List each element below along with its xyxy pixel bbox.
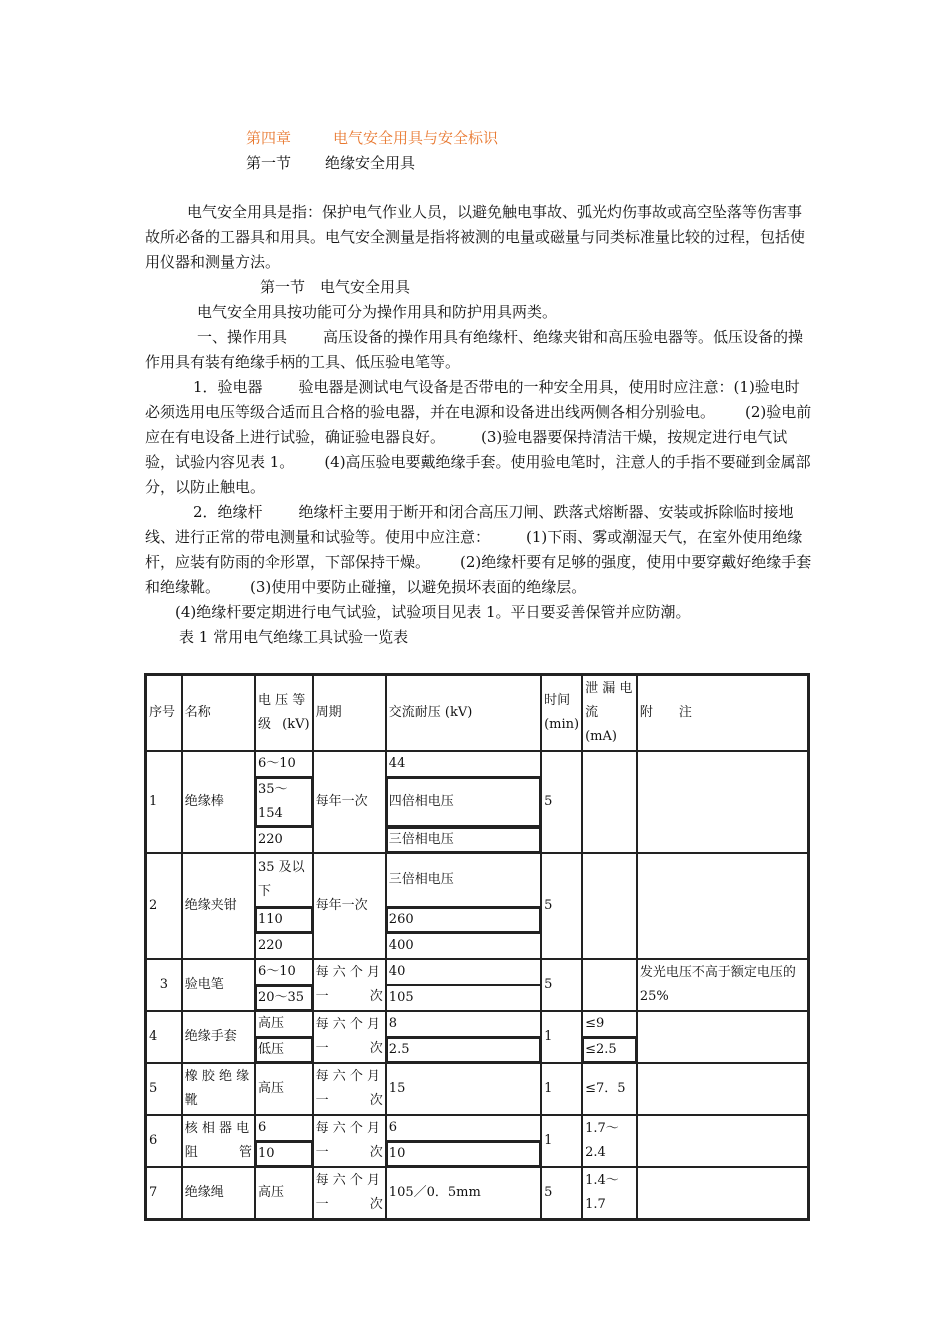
electroscope-c: (3)验电器要保持清洁干燥，按规定进行电气试验，试验内容见表 1。 <box>145 428 788 471</box>
cell-voltage: 高压 <box>255 1063 313 1115</box>
rod-b: (1)下雨、雾或潮湿天气，在室外使用绝缘杆，应装有防雨的伞形罩，下部保持干燥。 <box>145 528 803 571</box>
paragraph-insulating-rod <box>145 500 813 600</box>
cell-leakage <box>582 959 637 1011</box>
table-row <box>146 1011 808 1037</box>
header-ac-withstand: 交流耐压 (kV) <box>386 675 541 751</box>
op-tools-head: 一、操作用具 <box>197 328 288 346</box>
rod-a: 绝缘杆主要用于断开和闭合高压刀闸、跌落式熔断器、安装或拆除临时接地线、进行正常的带电测量和试验等。使用中应注意： <box>145 503 794 546</box>
cell-time: 1 <box>541 1115 582 1167</box>
cell-leakage: ≤2.5 <box>582 1037 637 1063</box>
table-row <box>146 1063 808 1115</box>
cell-voltage: 35 及以下 <box>255 853 313 907</box>
cell-ac: 105 <box>386 985 541 1011</box>
cell-name: 绝缘夹钳 <box>182 853 255 959</box>
table-row <box>146 853 808 907</box>
cell-leakage: 1.7～2.4 <box>582 1115 637 1167</box>
cell-name: 绝缘手套 <box>182 1011 255 1063</box>
cell-remark <box>637 1011 808 1063</box>
cell-ac: 15 <box>386 1063 541 1115</box>
cell-remark <box>637 1115 808 1167</box>
cell-voltage: 高压 <box>255 1011 313 1037</box>
electroscope-head: 1．验电器 <box>193 378 263 396</box>
cell-ac: 40 <box>386 959 541 985</box>
cell-ac: 6 <box>386 1115 541 1141</box>
cell-leakage: 1.4～1.7 <box>582 1167 637 1219</box>
paragraph-rod-test: (4)绝缘杆要定期进行电气试验，试验项目见表 1。平日要妥善保管并应防潮。 <box>175 603 691 621</box>
cell-voltage: 6～10 <box>255 751 313 777</box>
paragraph-classify: 电气安全用具按功能可分为操作用具和防护用具两类。 <box>197 303 558 321</box>
electroscope-d: (4)高压验电要戴绝缘手套。使用验电笔时，注意人的手指不要碰到金属部分，以防止触电。 <box>145 453 811 496</box>
cell-ac: 44 <box>386 751 541 777</box>
cell-time: 5 <box>541 853 582 959</box>
section-heading <box>246 152 415 173</box>
cell-voltage: 20～35 <box>255 985 313 1011</box>
cell-voltage: 35～154 <box>255 777 313 827</box>
cell-voltage: 6～10 <box>255 959 313 985</box>
cell-period: 每 六 个 月 一次 <box>313 1063 386 1115</box>
table-caption: 表 1 常用电气绝缘工具试验一览表 <box>179 628 409 646</box>
chapter-number: 第四章 <box>246 129 292 147</box>
cell-index: 5 <box>146 1063 182 1115</box>
table-row <box>146 1115 808 1141</box>
header-period: 周期 <box>313 675 386 751</box>
cell-ac: 400 <box>386 933 541 959</box>
section-title: 绝缘安全用具 <box>325 154 416 172</box>
cell-remark <box>637 751 808 853</box>
paragraph-section-title: 第一节 电气安全用具 <box>260 278 411 296</box>
table-row <box>146 751 808 777</box>
paragraph-intro: 电气安全用具是指：保护电气作业人员，以避免触电事故、弧光灼伤事故或高空坠落等伤害事故所必备的工器具和用具。电气安全测量是指将被测的电量或磁量与同类标准量比较的过程，包括使用仪器和测量方法。 <box>145 203 806 271</box>
cell-name: 绝缘棒 <box>182 751 255 853</box>
cell-name: 验电笔 <box>182 959 255 1011</box>
cell-index: 4 <box>146 1011 182 1063</box>
electroscope-b: (2)验电前应在有电设备上进行试验，确证验电器良好。 <box>145 403 812 446</box>
cell-name: 核 相 器 电 阻管 <box>182 1115 255 1167</box>
cell-time: 5 <box>541 751 582 853</box>
cell-remark <box>637 853 808 959</box>
cell-voltage: 110 <box>255 907 313 933</box>
cell-ac: 105／0．5mm <box>386 1167 541 1219</box>
chapter-title: 电气安全用具与安全标识 <box>333 129 499 147</box>
cell-ac: 四倍相电压 <box>386 777 541 827</box>
chapter-heading <box>246 127 498 148</box>
cell-remark: 发光电压不高于额定电压的 25% <box>637 959 808 1011</box>
rod-d: (3)使用中要防止碰撞，以避免损坏表面的绝缘层。 <box>250 578 587 596</box>
cell-index: 3 <box>146 959 182 1011</box>
cell-time: 1 <box>541 1063 582 1115</box>
cell-index: 6 <box>146 1115 182 1167</box>
cell-leakage <box>582 853 637 959</box>
rod-c: (2)绝缘杆要有足够的强度，使用中要穿戴好绝缘手套和绝缘靴。 <box>145 553 812 596</box>
cell-remark <box>637 1063 808 1115</box>
table-header-row <box>146 675 808 751</box>
cell-remark <box>637 1167 808 1219</box>
header-time: 时间 (min) <box>541 675 582 751</box>
cell-period: 每 六 个 月 一次 <box>313 1115 386 1167</box>
header-index: 序号 <box>146 675 182 751</box>
cell-leakage: ≤9 <box>582 1011 637 1037</box>
header-remark: 附 注 <box>637 675 808 751</box>
cell-time: 5 <box>541 959 582 1011</box>
cell-time: 1 <box>541 1011 582 1063</box>
cell-voltage: 220 <box>255 933 313 959</box>
electroscope-a: 验电器是测试电气设备是否带电的一种安全用具，使用时应注意：(1)验电时必须选用电压等级合适而且合格的验电器，并在电源和设备进出线两侧各相分别验电。 <box>145 378 800 421</box>
cell-ac: 2.5 <box>386 1037 541 1063</box>
cell-ac: 三倍相电压 <box>386 853 541 907</box>
cell-name: 绝缘绳 <box>182 1167 255 1219</box>
cell-ac: 260 <box>386 907 541 933</box>
cell-ac: 8 <box>386 1011 541 1037</box>
cell-voltage: 高压 <box>255 1167 313 1219</box>
cell-index: 7 <box>146 1167 182 1219</box>
rod-head: 2．绝缘杆 <box>193 503 263 521</box>
cell-period: 每 六 个 月 一次 <box>313 1011 386 1063</box>
cell-leakage <box>582 751 637 853</box>
op-tools-text: 高压设备的操作用具有绝缘杆、绝缘夹钳和高压验电器等。低压设备的操作用具有装有绝缘手柄的工具、低压验电笔等。 <box>145 328 804 371</box>
cell-index: 2 <box>146 853 182 959</box>
cell-ac: 三倍相电压 <box>386 827 541 853</box>
cell-voltage: 10 <box>255 1141 313 1167</box>
header-voltage: 电 压 等 级 (kV) <box>255 675 313 751</box>
cell-ac: 10 <box>386 1141 541 1167</box>
cell-voltage: 220 <box>255 827 313 853</box>
cell-period: 每 六 个 月 一次 <box>313 1167 386 1219</box>
table-row <box>146 1167 808 1219</box>
cell-time: 5 <box>541 1167 582 1219</box>
paragraph-operating-tools <box>145 325 813 375</box>
cell-voltage: 6 <box>255 1115 313 1141</box>
cell-leakage: ≤7．5 <box>582 1063 637 1115</box>
header-leakage: 泄 漏 电 流 (mA) <box>582 675 637 751</box>
section-number: 第一节 <box>246 154 292 172</box>
cell-period: 每年一次 <box>313 853 386 959</box>
paragraph-electroscope <box>145 375 813 500</box>
cell-period: 每 六 个 月 一次 <box>313 959 386 1011</box>
cell-name: 橡 胶 绝 缘 靴 <box>182 1063 255 1115</box>
cell-period: 每年一次 <box>313 751 386 853</box>
body-text <box>145 200 813 650</box>
header-name: 名称 <box>182 675 255 751</box>
cell-index: 1 <box>146 751 182 853</box>
insulating-tools-test-table <box>144 673 810 1221</box>
table-row <box>146 959 808 985</box>
cell-voltage: 低压 <box>255 1037 313 1063</box>
